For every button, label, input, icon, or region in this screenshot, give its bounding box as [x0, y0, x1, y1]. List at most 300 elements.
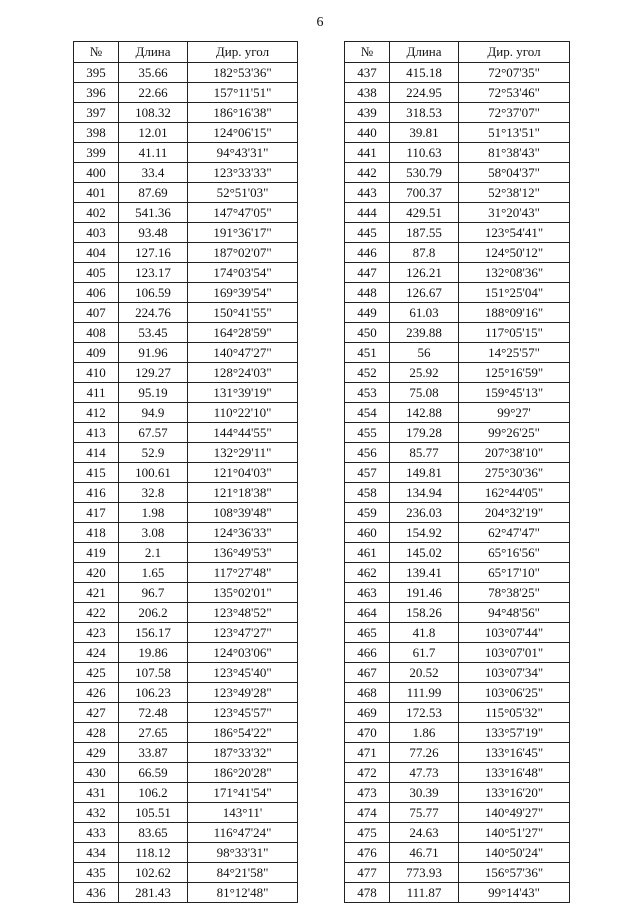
table-row	[345, 503, 570, 523]
cell-length: 191.46	[390, 583, 459, 603]
cell-angle: 133°16'48"	[459, 763, 570, 783]
cell-angle: 99°26'25"	[459, 423, 570, 443]
table-row	[74, 763, 298, 783]
cell-length: 1.86	[390, 723, 459, 743]
cell-angle: 140°47'27"	[188, 343, 298, 363]
cell-number: 431	[74, 783, 119, 803]
table-row	[345, 303, 570, 323]
cell-length: 52.9	[119, 443, 188, 463]
cell-number: 477	[345, 863, 390, 883]
header-number: №	[345, 42, 390, 63]
table-row	[74, 403, 298, 423]
cell-angle: 81°38'43"	[459, 143, 570, 163]
page-number: 6	[316, 15, 324, 30]
cell-length: 126.67	[390, 283, 459, 303]
cell-angle: 187°02'07"	[188, 243, 298, 263]
table-row	[74, 563, 298, 583]
table-row	[345, 743, 570, 763]
table-row	[74, 683, 298, 703]
cell-number: 450	[345, 323, 390, 343]
cell-number: 413	[74, 423, 119, 443]
cell-number: 398	[74, 123, 119, 143]
cell-length: 158.26	[390, 603, 459, 623]
cell-angle: 140°51'27"	[459, 823, 570, 843]
table-row	[345, 163, 570, 183]
cell-length: 111.87	[390, 883, 459, 903]
cell-number: 455	[345, 423, 390, 443]
cell-length: 32.8	[119, 483, 188, 503]
cell-length: 87.8	[390, 243, 459, 263]
header-angle: Дир. угол	[459, 42, 570, 63]
table-row	[345, 383, 570, 403]
table-row	[74, 203, 298, 223]
cell-angle: 78°38'25"	[459, 583, 570, 603]
cell-number: 421	[74, 583, 119, 603]
header-number: №	[74, 42, 119, 63]
table-header-row	[74, 42, 298, 63]
cell-length: 106.23	[119, 683, 188, 703]
cell-number: 408	[74, 323, 119, 343]
cell-length: 206.2	[119, 603, 188, 623]
cell-angle: 31°20'43"	[459, 203, 570, 223]
table-row	[74, 523, 298, 543]
table-row	[74, 603, 298, 623]
cell-number: 472	[345, 763, 390, 783]
cell-number: 402	[74, 203, 119, 223]
cell-number: 473	[345, 783, 390, 803]
cell-number: 459	[345, 503, 390, 523]
cell-length: 72.48	[119, 703, 188, 723]
table-row	[345, 83, 570, 103]
cell-angle: 99°27'	[459, 403, 570, 423]
cell-angle: 123°47'27"	[188, 623, 298, 643]
table-row	[345, 423, 570, 443]
cell-angle: 191°36'17"	[188, 223, 298, 243]
cell-length: 20.52	[390, 663, 459, 683]
cell-length: 39.81	[390, 123, 459, 143]
table-row	[345, 323, 570, 343]
cell-angle: 72°07'35"	[459, 63, 570, 83]
cell-angle: 103°07'44"	[459, 623, 570, 643]
cell-length: 106.59	[119, 283, 188, 303]
table-row	[345, 63, 570, 83]
table-row	[345, 723, 570, 743]
cell-number: 426	[74, 683, 119, 703]
cell-number: 416	[74, 483, 119, 503]
cell-angle: 52°38'12"	[459, 183, 570, 203]
cell-length: 429.51	[390, 203, 459, 223]
cell-length: 41.8	[390, 623, 459, 643]
table-row	[74, 423, 298, 443]
cell-number: 399	[74, 143, 119, 163]
cell-length: 110.63	[390, 143, 459, 163]
table-row	[74, 583, 298, 603]
cell-number: 464	[345, 603, 390, 623]
cell-number: 445	[345, 223, 390, 243]
cell-length: 102.62	[119, 863, 188, 883]
cell-angle: 123°45'57"	[188, 703, 298, 723]
cell-angle: 103°07'01"	[459, 643, 570, 663]
table-row	[345, 623, 570, 643]
cell-angle: 162°44'05"	[459, 483, 570, 503]
table-row	[345, 683, 570, 703]
cell-angle: 65°17'10"	[459, 563, 570, 583]
table-row	[74, 863, 298, 883]
table-row	[345, 263, 570, 283]
cell-number: 430	[74, 763, 119, 783]
cell-length: 145.02	[390, 543, 459, 563]
cell-length: 33.87	[119, 743, 188, 763]
cell-length: 318.53	[390, 103, 459, 123]
cell-length: 127.16	[119, 243, 188, 263]
cell-angle: 150°41'55"	[188, 303, 298, 323]
cell-number: 469	[345, 703, 390, 723]
cell-angle: 115°05'32"	[459, 703, 570, 723]
cell-number: 451	[345, 343, 390, 363]
cell-angle: 116°47'24"	[188, 823, 298, 843]
cell-number: 466	[345, 643, 390, 663]
cell-number: 453	[345, 383, 390, 403]
cell-angle: 14°25'57"	[459, 343, 570, 363]
cell-length: 33.4	[119, 163, 188, 183]
cell-angle: 103°07'34"	[459, 663, 570, 683]
cell-number: 461	[345, 543, 390, 563]
cell-angle: 128°24'03"	[188, 363, 298, 383]
cell-number: 395	[74, 63, 119, 83]
cell-length: 239.88	[390, 323, 459, 343]
table-row	[74, 303, 298, 323]
table-row	[345, 603, 570, 623]
table-row	[74, 103, 298, 123]
cell-angle: 58°04'37"	[459, 163, 570, 183]
table-row	[345, 143, 570, 163]
cell-angle: 124°03'06"	[188, 643, 298, 663]
cell-length: 41.11	[119, 143, 188, 163]
cell-angle: 143°11'	[188, 803, 298, 823]
table-header-row	[345, 42, 570, 63]
cell-length: 154.92	[390, 523, 459, 543]
cell-length: 139.41	[390, 563, 459, 583]
cell-length: 700.37	[390, 183, 459, 203]
cell-number: 411	[74, 383, 119, 403]
cell-number: 414	[74, 443, 119, 463]
cell-length: 156.17	[119, 623, 188, 643]
cell-length: 126.21	[390, 263, 459, 283]
cell-angle: 108°39'48"	[188, 503, 298, 523]
cell-number: 424	[74, 643, 119, 663]
cell-length: 773.93	[390, 863, 459, 883]
table-row	[345, 183, 570, 203]
cell-angle: 117°05'15"	[459, 323, 570, 343]
table-row	[345, 463, 570, 483]
table-row	[74, 223, 298, 243]
cell-number: 440	[345, 123, 390, 143]
cell-number: 404	[74, 243, 119, 263]
cell-number: 397	[74, 103, 119, 123]
cell-length: 187.55	[390, 223, 459, 243]
cell-angle: 65°16'56"	[459, 543, 570, 563]
table-row	[74, 663, 298, 683]
cell-length: 53.45	[119, 323, 188, 343]
cell-number: 419	[74, 543, 119, 563]
cell-angle: 72°37'07"	[459, 103, 570, 123]
cell-angle: 182°53'36"	[188, 63, 298, 83]
table-row	[345, 583, 570, 603]
table-row	[74, 383, 298, 403]
cell-angle: 133°57'19"	[459, 723, 570, 743]
cell-length: 106.2	[119, 783, 188, 803]
header-angle: Дир. угол	[188, 42, 298, 63]
cell-length: 95.19	[119, 383, 188, 403]
cell-number: 401	[74, 183, 119, 203]
cell-angle: 133°16'20"	[459, 783, 570, 803]
cell-angle: 136°49'53"	[188, 543, 298, 563]
cell-angle: 123°45'40"	[188, 663, 298, 683]
cell-number: 410	[74, 363, 119, 383]
cell-angle: 151°25'04"	[459, 283, 570, 303]
cell-angle: 133°16'45"	[459, 743, 570, 763]
cell-angle: 157°11'51"	[188, 83, 298, 103]
cell-number: 396	[74, 83, 119, 103]
cell-length: 123.17	[119, 263, 188, 283]
table-body	[74, 63, 298, 903]
table-row	[345, 483, 570, 503]
cell-angle: 52°51'03"	[188, 183, 298, 203]
cell-angle: 159°45'13"	[459, 383, 570, 403]
cell-angle: 132°08'36"	[459, 263, 570, 283]
cell-number: 444	[345, 203, 390, 223]
cell-length: 77.26	[390, 743, 459, 763]
table-row	[74, 783, 298, 803]
cell-length: 56	[390, 343, 459, 363]
table-row	[345, 103, 570, 123]
cell-angle: 275°30'36"	[459, 463, 570, 483]
table-row	[345, 703, 570, 723]
table-row	[74, 143, 298, 163]
cell-angle: 123°54'41"	[459, 223, 570, 243]
cell-length: 3.08	[119, 523, 188, 543]
cell-angle: 156°57'36"	[459, 863, 570, 883]
cell-number: 437	[345, 63, 390, 83]
cell-length: 85.77	[390, 443, 459, 463]
cell-number: 406	[74, 283, 119, 303]
cell-length: 91.96	[119, 343, 188, 363]
cell-length: 61.7	[390, 643, 459, 663]
cell-number: 478	[345, 883, 390, 903]
cell-number: 468	[345, 683, 390, 703]
cell-length: 149.81	[390, 463, 459, 483]
cell-number: 470	[345, 723, 390, 743]
cell-length: 134.94	[390, 483, 459, 503]
cell-length: 100.61	[119, 463, 188, 483]
cell-number: 428	[74, 723, 119, 743]
cell-length: 87.69	[119, 183, 188, 203]
cell-number: 405	[74, 263, 119, 283]
cell-number: 467	[345, 663, 390, 683]
cell-angle: 135°02'01"	[188, 583, 298, 603]
cell-number: 460	[345, 523, 390, 543]
coordinates-table-left	[73, 41, 298, 903]
cell-number: 442	[345, 163, 390, 183]
coordinates-table-right	[344, 41, 570, 903]
cell-length: 67.57	[119, 423, 188, 443]
cell-number: 465	[345, 623, 390, 643]
cell-length: 93.48	[119, 223, 188, 243]
cell-length: 75.08	[390, 383, 459, 403]
table-row	[74, 803, 298, 823]
cell-number: 432	[74, 803, 119, 823]
cell-angle: 124°36'33"	[188, 523, 298, 543]
header-length: Длина	[119, 42, 188, 63]
cell-length: 236.03	[390, 503, 459, 523]
cell-number: 448	[345, 283, 390, 303]
table-row	[345, 243, 570, 263]
cell-length: 111.99	[390, 683, 459, 703]
cell-length: 142.88	[390, 403, 459, 423]
cell-length: 12.01	[119, 123, 188, 143]
cell-angle: 207°38'10"	[459, 443, 570, 463]
table-row	[345, 763, 570, 783]
cell-angle: 121°04'03"	[188, 463, 298, 483]
cell-angle: 186°20'28"	[188, 763, 298, 783]
table-body	[345, 63, 570, 903]
table-row	[345, 283, 570, 303]
cell-length: 105.51	[119, 803, 188, 823]
cell-number: 409	[74, 343, 119, 363]
table-row	[74, 463, 298, 483]
table-row	[74, 543, 298, 563]
cell-length: 61.03	[390, 303, 459, 323]
cell-angle: 51°13'51"	[459, 123, 570, 143]
cell-angle: 110°22'10"	[188, 403, 298, 423]
cell-length: 27.65	[119, 723, 188, 743]
cell-angle: 125°16'59"	[459, 363, 570, 383]
table-row	[74, 63, 298, 83]
table-row	[74, 743, 298, 763]
cell-length: 224.95	[390, 83, 459, 103]
cell-length: 1.65	[119, 563, 188, 583]
table-row	[345, 883, 570, 903]
cell-length: 179.28	[390, 423, 459, 443]
table-row	[345, 363, 570, 383]
cell-number: 441	[345, 143, 390, 163]
cell-length: 94.9	[119, 403, 188, 423]
cell-angle: 204°32'19"	[459, 503, 570, 523]
cell-number: 447	[345, 263, 390, 283]
cell-number: 456	[345, 443, 390, 463]
cell-length: 47.73	[390, 763, 459, 783]
cell-angle: 98°33'31"	[188, 843, 298, 863]
cell-number: 422	[74, 603, 119, 623]
table-row	[345, 643, 570, 663]
cell-angle: 81°12'48"	[188, 883, 298, 903]
cell-angle: 186°16'38"	[188, 103, 298, 123]
cell-number: 420	[74, 563, 119, 583]
table-row	[345, 403, 570, 423]
cell-number: 427	[74, 703, 119, 723]
table-row	[74, 883, 298, 903]
cell-number: 449	[345, 303, 390, 323]
cell-angle: 94°48'56"	[459, 603, 570, 623]
cell-number: 400	[74, 163, 119, 183]
cell-length: 25.92	[390, 363, 459, 383]
cell-angle: 121°18'38"	[188, 483, 298, 503]
cell-number: 438	[345, 83, 390, 103]
cell-length: 24.63	[390, 823, 459, 843]
cell-length: 22.66	[119, 83, 188, 103]
table-row	[345, 123, 570, 143]
cell-number: 474	[345, 803, 390, 823]
table-row	[74, 843, 298, 863]
table-row	[74, 443, 298, 463]
cell-number: 462	[345, 563, 390, 583]
cell-angle: 123°49'28"	[188, 683, 298, 703]
cell-length: 66.59	[119, 763, 188, 783]
cell-angle: 62°47'47"	[459, 523, 570, 543]
cell-length: 541.36	[119, 203, 188, 223]
cell-number: 429	[74, 743, 119, 763]
table-row	[345, 803, 570, 823]
cell-number: 417	[74, 503, 119, 523]
table-row	[74, 83, 298, 103]
cell-number: 463	[345, 583, 390, 603]
cell-angle: 171°41'54"	[188, 783, 298, 803]
cell-angle: 174°03'54"	[188, 263, 298, 283]
cell-length: 224.76	[119, 303, 188, 323]
cell-number: 439	[345, 103, 390, 123]
cell-number: 433	[74, 823, 119, 843]
cell-number: 471	[345, 743, 390, 763]
cell-angle: 117°27'48"	[188, 563, 298, 583]
table-row	[74, 643, 298, 663]
cell-angle: 123°48'52"	[188, 603, 298, 623]
cell-number: 434	[74, 843, 119, 863]
cell-number: 407	[74, 303, 119, 323]
cell-length: 530.79	[390, 163, 459, 183]
cell-number: 475	[345, 823, 390, 843]
cell-number: 425	[74, 663, 119, 683]
table-row	[74, 483, 298, 503]
table-row	[74, 163, 298, 183]
table-row	[345, 343, 570, 363]
cell-length: 2.1	[119, 543, 188, 563]
cell-number: 415	[74, 463, 119, 483]
cell-length: 46.71	[390, 843, 459, 863]
cell-angle: 131°39'19"	[188, 383, 298, 403]
cell-number: 418	[74, 523, 119, 543]
cell-number: 476	[345, 843, 390, 863]
table-row	[74, 183, 298, 203]
table-row	[74, 343, 298, 363]
cell-length: 19.86	[119, 643, 188, 663]
cell-angle: 144°44'55"	[188, 423, 298, 443]
cell-angle: 147°47'05"	[188, 203, 298, 223]
table-row	[345, 823, 570, 843]
cell-angle: 164°28'59"	[188, 323, 298, 343]
table-row	[74, 503, 298, 523]
cell-number: 443	[345, 183, 390, 203]
cell-angle: 169°39'54"	[188, 283, 298, 303]
table-row	[74, 243, 298, 263]
table-row	[74, 723, 298, 743]
table-row	[345, 203, 570, 223]
cell-length: 83.65	[119, 823, 188, 843]
table-row	[345, 863, 570, 883]
cell-length: 129.27	[119, 363, 188, 383]
header-length: Длина	[390, 42, 459, 63]
cell-number: 458	[345, 483, 390, 503]
table-row	[74, 703, 298, 723]
